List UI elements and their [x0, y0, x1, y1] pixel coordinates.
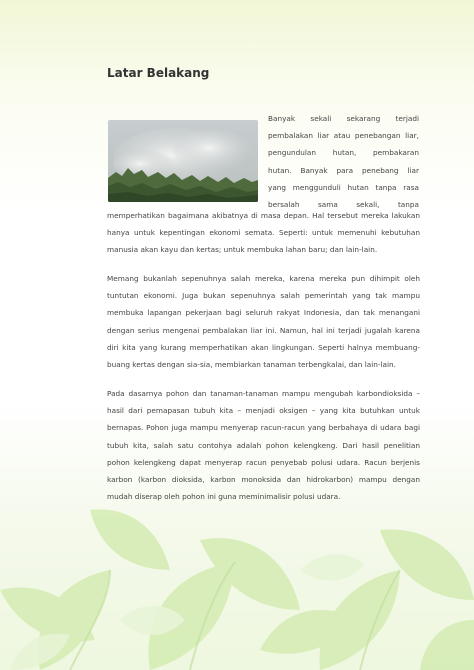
wrap-line: hutan. Banyak para penebang liar — [268, 165, 419, 175]
section-title: Latar Belakang — [107, 66, 210, 80]
wrap-line: Banyak sekali sekarang terjadi — [268, 114, 419, 123]
forest-fire-smoke-photo — [108, 120, 258, 202]
intro-wrap-text — [268, 110, 419, 213]
wrap-line: pembalakan liar atau penebangan liar, — [268, 131, 419, 141]
paragraph-1-continuation: memperhatikan bagaimana akibatnya di masa depan. Hal tersebut mereka lakukan hanya untuk kepentingan ekonomi semata. Seperti: untuk memenuhi kebutuhan manusia akan kayu dan kertas; untuk membuka lahan baru; dan lain-lain. — [107, 211, 420, 255]
paragraph-3: Pada dasarnya pohon dan tanaman-tanaman mampu mengubah karbondioksida – hasil dari pemapasan tubuh kita – menjadi oksigen – yang kita butuhkan untuk bernapas. Pohon juga mampu menyerap racun-racun yang berbahaya di udara bagi tubuh kita, salah satu contohya adalah pohon kelengkeng. Dari hasil penelitian pohon kelengkeng dapat menyerap racun penyebab polusi udara. Racun berjenis karbon (karbon dioksida, karbon monoksida dan hidrokarbon) mampu dengan mudah diserap oleh pohon ini guna meminimalisir polusi udara. — [107, 389, 420, 502]
wrap-line: yang menggunduli hutan tanpa rasa — [268, 182, 419, 192]
paragraph-2: Memang bukanlah sepenuhnya salah mereka, karena mereka pun dihimpit oleh tuntutan ekonomi. Juga bukan sepenuhnya salah pemerintah yang tak mampu membuka lapangan pekerjaan bagi seluruh rakyat Indonesia, dan tak menangani dengan serius mengenai pembalakan liar ini. Namun, hal ini terjadi jugalah karena diri kita yang kurang memperhatikan akan lingkungan. Seperti halnya membuang-buang kertas dengan sia-sia, membiarkan tanaman terbengkalai, dan lain-lain. — [107, 274, 420, 370]
wrap-line: pengundulan hutan, pembakaran — [268, 148, 419, 158]
wrap-line: bersalah sama sekali, tanpa — [268, 200, 419, 210]
